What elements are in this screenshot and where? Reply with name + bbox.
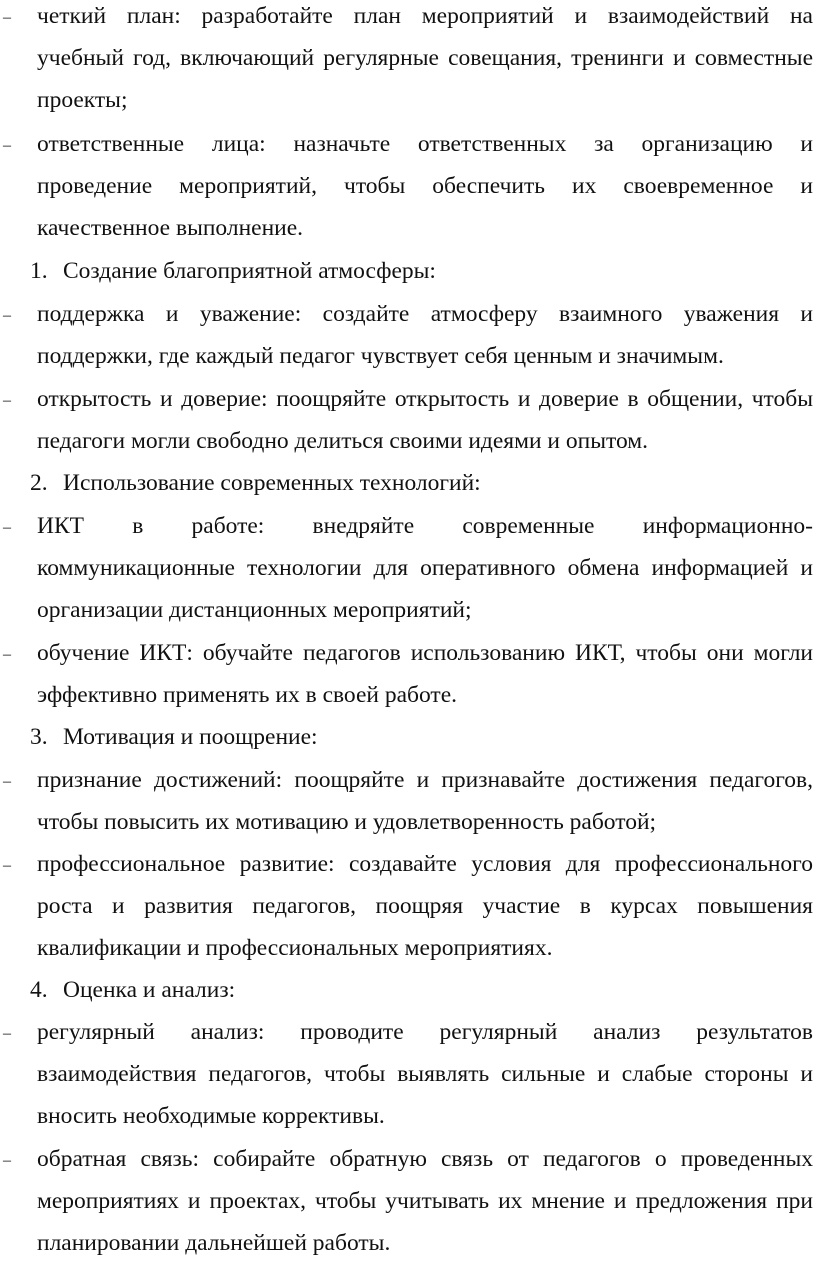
- text-line: педагоги могли свободно делиться своими идеями и опытом.: [37, 428, 648, 454]
- text-line: качественное выполнение.: [37, 215, 304, 241]
- text-line: четкий план: разработайте план мероприятий и взаимодействий на: [37, 3, 813, 29]
- text-line: проекты;: [37, 87, 128, 113]
- text-line: ИКТ в работе: внедряйте современные информационно-: [37, 513, 813, 539]
- section-number: 2.: [30, 470, 48, 496]
- text-line: организации дистанционных мероприятий;: [37, 597, 472, 623]
- bullet-dash: –: [3, 773, 11, 790]
- text-line: коммуникационные технологии для оперативного обмена информацией и: [37, 555, 813, 581]
- bullet-dash: –: [3, 307, 11, 324]
- bullet-dash: –: [3, 1152, 11, 1169]
- text-line: поддержка и уважение: создайте атмосферу взаимного уважения и: [37, 301, 813, 327]
- text-line: поддержки, где каждый педагог чувствует себя ценным и значимым.: [37, 343, 724, 369]
- text-line: открытость и доверие: поощряйте открытость и доверие в общении, чтобы: [37, 386, 813, 412]
- section-title: Создание благоприятной атмосферы:: [63, 258, 436, 284]
- text-line: признание достижений: поощряйте и признавайте достижения педагогов,: [37, 767, 813, 793]
- text-line: проведение мероприятий, чтобы обеспечить их своевременное и: [37, 173, 813, 199]
- bullet-dash: –: [3, 9, 11, 26]
- text-line: обратная связь: собирайте обратную связь от педагогов о проведенных: [37, 1146, 813, 1172]
- section-title: Оценка и анализ:: [63, 977, 236, 1003]
- bullet-dash: –: [3, 646, 11, 663]
- text-line: регулярный анализ: проводите регулярный анализ результатов: [37, 1019, 813, 1045]
- text-line: взаимодействия педагогов, чтобы выявлять сильные и слабые стороны и: [37, 1061, 813, 1087]
- text-line: квалификации и профессиональных мероприятиях.: [37, 935, 553, 961]
- bullet-dash: –: [3, 857, 11, 874]
- text-line: вносить необходимые коррективы.: [37, 1103, 385, 1129]
- text-line: роста и развития педагогов, поощряя участие в курсах повышения: [37, 893, 813, 919]
- section-title: Использование современных технологий:: [63, 470, 481, 496]
- text-line: учебный год, включающий регулярные совещания, тренинги и совместные: [37, 45, 813, 71]
- bullet-dash: –: [3, 137, 11, 154]
- text-line: планировании дальнейшей работы.: [37, 1230, 391, 1256]
- section-number: 3.: [30, 724, 48, 750]
- text-line: мероприятиях и проектах, чтобы учитывать их мнение и предложения при: [37, 1188, 813, 1214]
- text-line: профессиональное развитие: создавайте условия для профессионального: [37, 851, 813, 877]
- bullet-dash: –: [3, 1025, 11, 1042]
- text-line: чтобы повысить их мотивацию и удовлетворенность работой;: [37, 809, 657, 835]
- text-line: эффективно применять их в своей работе.: [37, 682, 458, 708]
- bullet-dash: –: [3, 392, 11, 409]
- text-line: ответственные лица: назначьте ответственных за организацию и: [37, 131, 813, 157]
- section-number: 1.: [30, 258, 48, 284]
- section-title: Мотивация и поощрение:: [63, 724, 318, 750]
- bullet-dash: –: [3, 519, 11, 536]
- text-line: обучение ИКТ: обучайте педагогов использованию ИКТ, чтобы они могли: [37, 640, 813, 666]
- section-number: 4.: [30, 977, 48, 1003]
